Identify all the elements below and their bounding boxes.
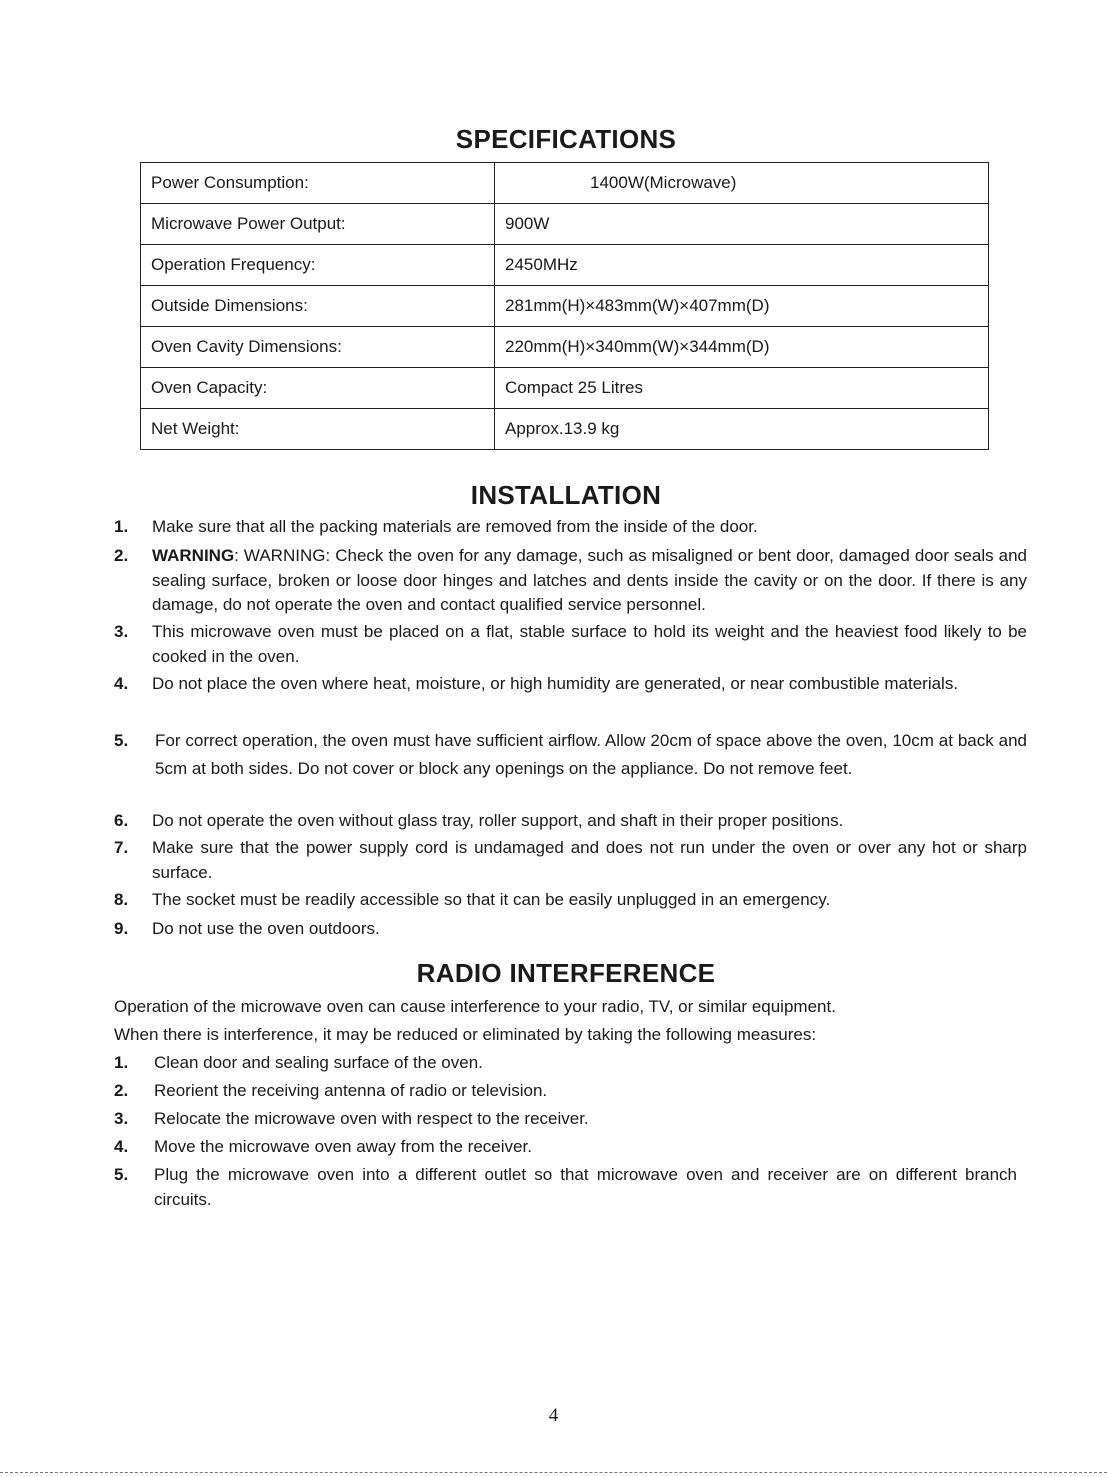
warning-label: WARNING [152,546,235,565]
installation-item-4 [114,672,1027,697]
spec-label: Operation Frequency: [141,245,495,286]
spec-row-power-output [141,204,989,245]
spec-value: 281mm(H)×483mm(W)×407mm(D) [495,286,989,327]
spec-label: Power Consumption: [141,163,495,204]
item-text: Move the microwave oven away from the receiver. [154,1137,532,1156]
spec-value: Approx.13.9 kg [495,409,989,450]
radio-intro-2: When there is interference, it may be reduced or eliminated by taking the following measures: [114,1025,817,1044]
item-text [152,544,1027,618]
spec-label: Microwave Power Output: [141,204,495,245]
item-number: 6. [114,811,129,830]
item-number: 4. [114,674,129,693]
spec-value: Compact 25 Litres [495,368,989,409]
installation-item-1 [114,515,1027,540]
spec-value: 900W [495,204,989,245]
spec-row-frequency [141,245,989,286]
bottom-divider [0,1472,1107,1473]
radio-item-4 [114,1135,1017,1160]
specifications-heading: SPECIFICATIONS [455,124,677,154]
radio-item-2 [114,1079,1017,1104]
item-text: For correct operation, the oven must have sufficient airflow. Allow 20cm of space above the oven, 10cm at back and 5cm at both sides. Do not cover or block any openings on the appliance. Do not remove feet. [155,731,1027,778]
spec-row-outside-dimensions [141,286,989,327]
warning-text: : WARNING: Check the oven for any damage, such as misaligned or bent door, damaged door seals and sealing surface, broken or loose door hinges and latches and dents inside the cavity or on the door. If there is any damage, do not operate the oven and contact qualified service personnel. [152,546,1027,614]
installation-item-2 [114,544,1027,618]
item-number: 3. [114,622,129,641]
installation-item-7 [114,836,1027,885]
radio-item-1 [114,1051,1017,1076]
item-text: Clean door and sealing surface of the oven. [154,1053,483,1072]
spec-row-capacity [141,368,989,409]
item-text: Do not place the oven where heat, moisture, or high humidity are generated, or near combustible materials. [152,674,959,693]
spec-label: Oven Cavity Dimensions: [141,327,495,368]
spec-row-cavity-dimensions [141,327,989,368]
installation-item-3 [114,620,1027,669]
item-text: Make sure that the power supply cord is undamaged and does not run under the oven or over any hot or sharp surface. [152,838,1027,882]
spec-label: Oven Capacity: [141,368,495,409]
item-text: Plug the microwave oven into a different outlet so that microwave oven and receiver are on different branch circuits. [154,1165,1017,1209]
item-number: 1. [114,517,129,536]
item-number: 7. [114,838,129,857]
item-text: This microwave oven must be placed on a flat, stable surface to hold its weight and the heaviest food likely to be cooked in the oven. [152,622,1027,666]
installation-item-9 [114,917,1027,942]
item-number: 8. [114,890,129,909]
item-number: 2. [114,1081,129,1100]
spec-row-net-weight [141,409,989,450]
item-text: Make sure that all the packing materials are removed from the inside of the door. [152,517,758,536]
radio-interference-heading: RADIO INTERFERENCE [416,958,716,988]
installation-heading: INSTALLATION [470,480,662,510]
item-number: 1. [114,1053,129,1072]
item-text: Reorient the receiving antenna of radio or television. [154,1081,548,1100]
item-text: Do not operate the oven without glass tray, roller support, and shaft in their proper positions. [152,811,844,830]
spec-row-power-consumption [141,163,989,204]
item-text: Do not use the oven outdoors. [152,919,380,938]
item-number: 2. [114,546,129,565]
spec-value: 2450MHz [495,245,989,286]
item-number: 9. [114,919,129,938]
radio-item-5 [114,1163,1017,1212]
spec-value: 220mm(H)×340mm(W)×344mm(D) [495,327,989,368]
item-number: 3. [114,1109,129,1128]
item-number: 5. [114,731,129,750]
item-number: 4. [114,1137,129,1156]
item-number: 5. [114,1165,129,1184]
item-text: Relocate the microwave oven with respect to the receiver. [154,1109,589,1128]
page-number: 4 [548,1405,559,1426]
item-text: The socket must be readily accessible so that it can be easily unplugged in an emergency. [152,890,831,909]
spec-label: Outside Dimensions: [141,286,495,327]
installation-item-8 [114,888,1027,913]
specifications-table [140,162,989,450]
installation-item-5 [114,727,1027,783]
installation-item-6 [114,809,1027,834]
spec-label: Net Weight: [141,409,495,450]
radio-item-3 [114,1107,1017,1132]
radio-intro-1: Operation of the microwave oven can cause interference to your radio, TV, or similar equipment. [114,997,836,1016]
spec-value: 1400W(Microwave) [495,163,989,204]
